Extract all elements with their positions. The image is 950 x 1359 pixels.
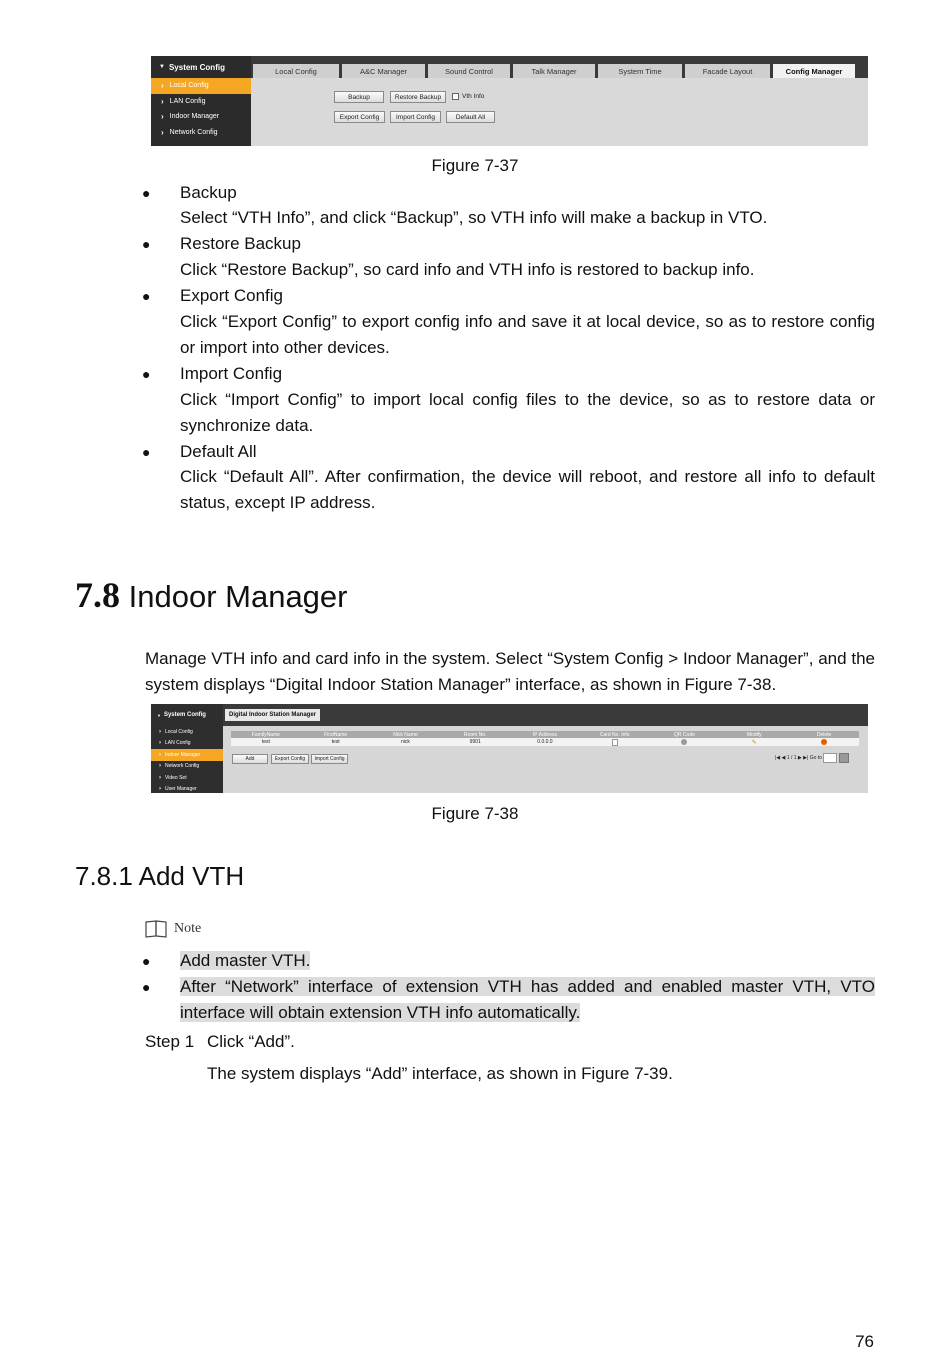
indoor-station-table [231,731,859,746]
restore-backup-button[interactable]: Restore Backup [390,91,446,103]
list-item-title: Import Config [180,364,283,383]
tab-facade-layout[interactable]: Facade Layout [685,64,770,78]
sidebar-item-local-config[interactable]: › Local Config [159,728,193,735]
note-header [144,919,201,939]
bullet-icon: ● [142,979,151,995]
cell-family-name: test [231,738,301,746]
figure-caption: Figure 7-38 [431,804,519,823]
table-header-row [231,731,859,738]
chevron-right-icon: › [159,763,161,770]
section-title: Indoor Manager [128,579,348,614]
caret-down-icon: ▼ [157,712,161,718]
column-header: FirstName [301,731,371,738]
bullet-icon: ● [142,953,151,969]
delete-icon[interactable] [821,739,827,745]
column-header: Card No. Info [580,731,650,738]
add-button[interactable]: Add [232,754,268,764]
figure-7-38 [151,704,868,793]
caret-down-icon: ▼ [159,64,165,70]
sidebar-item-indoor-manager[interactable]: › Indoor Manager [151,749,223,761]
tab-ac-manager[interactable]: A&C Manager [342,64,425,78]
bullet-icon: ● [142,288,151,304]
step-result: The system displays “Add” interface, as shown in Figure 7-39. [207,1064,673,1083]
page-indicator: 1 / 1 [786,755,797,761]
sidebar-item-local-config[interactable]: › Local Config [151,78,251,94]
export-config-button[interactable]: Export Config [334,111,385,123]
sidebar [151,56,251,146]
sidebar-item-network-config[interactable]: › Network Config [161,127,218,137]
qr-code-icon[interactable] [681,739,687,745]
last-page-icon[interactable]: ▶| [803,755,809,761]
card-info-icon[interactable] [612,739,618,746]
tab-talk-manager[interactable]: Talk Manager [513,64,595,78]
vth-info-label: Vth Info [462,93,485,100]
chevron-right-icon: › [161,112,164,122]
tab-bar [251,56,868,78]
goto-button[interactable] [839,753,849,763]
default-all-button[interactable]: Default All [446,111,495,123]
column-header: IP Address [510,731,580,738]
list-item-text: Select “VTH Info”, and click “Backup”, so VTH info will make a backup in VTO. [180,208,768,227]
table-row [231,738,859,746]
prev-page-icon[interactable]: ◀ [781,755,786,761]
bullet-icon: ● [142,236,151,252]
column-header: Room No. [440,731,510,738]
next-page-icon[interactable]: ▶ [797,755,802,761]
step-action: Click “Add”. [207,1032,295,1051]
cell-first-name: test [301,738,371,746]
section-heading [75,574,348,616]
section-number: 7.8 [75,575,120,615]
note-item: Add master VTH. [180,951,311,970]
page-number: 76 [855,1332,874,1351]
sidebar-item-video-set[interactable]: › Video Set [159,774,187,781]
list-item-title: Backup [180,183,237,202]
note-label: Note [174,921,202,936]
import-config-button[interactable]: Import Config [390,111,441,123]
chevron-right-icon: › [161,96,164,106]
pagination [775,753,849,763]
list-item-text: Click “Export Config” to export config info and save it at local device, so as to restore config or import into other devices. [180,312,875,357]
chevron-right-icon: › [161,81,164,91]
goto-page-input[interactable] [823,753,837,763]
cell-qr-code [650,738,720,746]
column-header: Modify [719,731,789,738]
sidebar-item-user-manager[interactable]: › User Manager [159,786,197,793]
figure-caption: Figure 7-37 [431,156,519,175]
vth-info-checkbox[interactable] [452,93,459,100]
bullet-icon: ● [142,444,151,460]
chevron-right-icon: › [159,751,161,758]
tab-sound-control[interactable]: Sound Control [428,64,510,78]
list-item-title: Restore Backup [180,234,301,253]
cell-delete [789,738,859,746]
column-header: FamilyName [231,731,301,738]
figure-7-37 [151,56,868,146]
tab-config-manager[interactable]: Config Manager [773,64,855,78]
sidebar-item-lan-config[interactable]: › LAN Config [159,740,191,747]
chevron-right-icon: › [159,740,161,747]
sidebar-header[interactable]: ▼ System Config [159,62,225,72]
subsection-heading: 7.8.1 Add VTH [75,861,245,891]
export-config-button[interactable]: Export Config [271,754,309,764]
backup-button[interactable]: Backup [334,91,384,103]
step-label: Step 1 [145,1032,195,1051]
list-item-title: Default All [180,442,257,461]
pencil-icon[interactable]: ✎ [751,739,757,746]
sidebar-item-network-config[interactable]: › Network Config [159,763,200,770]
tab-local-config[interactable]: Local Config [253,64,339,78]
chevron-right-icon: › [161,127,164,137]
window-title: Digital Indoor Station Manager [225,709,320,721]
goto-label: Go to [809,755,822,761]
first-page-icon[interactable]: |◀ [775,755,781,761]
section-intro: Manage VTH info and card info in the system. Select “System Config > Indoor Manager”, and the system displays “Digital Indoor Station Manager” interface, as shown in Figure 7-38. [145,649,875,694]
cell-ip-address: 0.0.0.0 [510,738,580,746]
note-item: After “Network” interface of extension VTH has added and enabled master VTH, VTO interface will obtain extension VTH info automatically. [180,977,875,1022]
bullet-icon: ● [142,185,151,201]
tab-system-time[interactable]: System Time [598,64,682,78]
book-icon [144,919,170,939]
sidebar [151,704,223,793]
list-item-title: Export Config [180,286,283,305]
cell-nick-name: nick [371,738,441,746]
list-item-text: Click “Restore Backup”, so card info and VTH info is restored to backup info. [180,260,755,279]
cell-room-no: 9901 [440,738,510,746]
chevron-right-icon: › [159,728,161,735]
bullet-icon: ● [142,366,151,382]
column-header: QR Code [650,731,720,738]
import-config-button[interactable]: Import Config [311,754,348,764]
chevron-right-icon: › [159,774,161,781]
list-item-text: Click “Import Config” to import local config files to the device, so as to restore data or synchronize data. [180,390,875,435]
sidebar-header[interactable]: ▼ System Config [157,712,206,718]
cell-modify [719,738,789,746]
list-item-text: Click “Default All”. After confirmation, the device will reboot, and restore all info to default status, except IP address. [180,467,875,512]
sidebar-item-lan-config[interactable]: › LAN Config [161,96,206,106]
column-header: Delete [789,731,859,738]
chevron-right-icon: › [159,786,161,793]
cell-card-info [580,738,650,746]
sidebar-item-indoor-manager[interactable]: › Indoor Manager [161,112,220,122]
column-header: Nick Name [371,731,441,738]
